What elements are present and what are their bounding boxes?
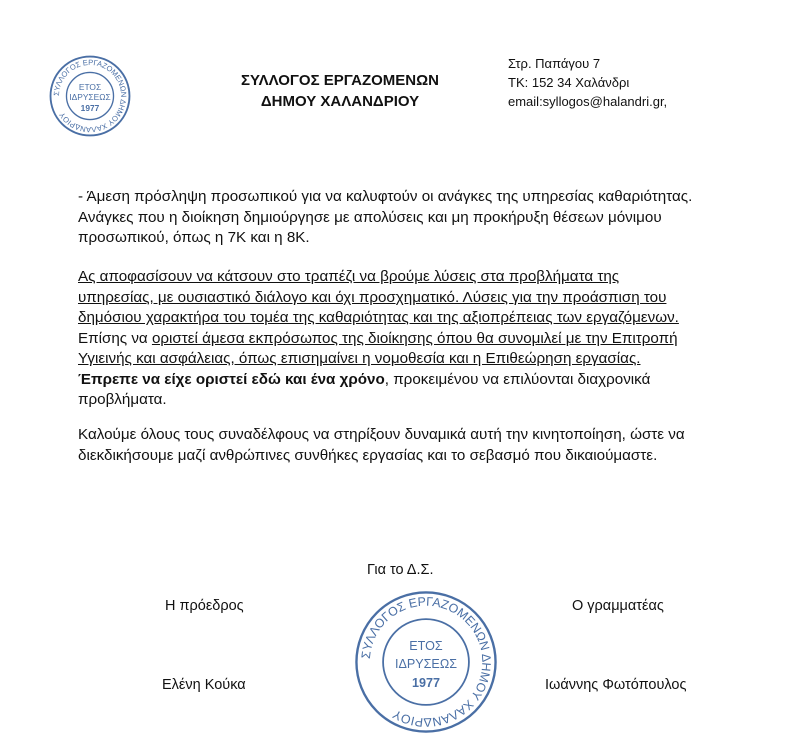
- paragraph-call-to-action: [78, 425, 748, 466]
- text-line-underlined: δημόσιου χαρακτήρα του τομέα της καθαριότητας και της αξιοπρέπειας των εργαζόμενων.: [78, 309, 679, 326]
- text-line-underlined: Ας αποφασίσουν να κάτσουν στο τραπέζι να βρούμε λύσεις στα προβλήματα της: [78, 268, 620, 285]
- svg-text:ΣΥΛΛΟΓΟΣ ΕΡΓΑΖΟΜΕΝΩΝ ΔΗΜΟΥ ΧΑΛ: ΣΥΛΛΟΓΟΣ ΕΡΓΑΖΟΜΕΝΩΝ ΔΗΜΟΥ ΧΑΛΑΝΔΡΙΟΥ: [358, 594, 494, 730]
- org-title-line1: ΣΥΛΛΟΓΟΣ ΕΡΓΑΖΟΜΕΝΩΝ: [240, 72, 440, 89]
- secretary-title: Ο γραμματέας: [572, 598, 664, 614]
- text-line: διεκδικήσουμε μαζί ανθρώπινες συνθήκες εργασίας και το σεβασμό που δικαιούμαστε.: [78, 446, 658, 464]
- for-board-label: Για το Δ.Σ.: [367, 562, 434, 578]
- text-plain: Επίσης να: [78, 329, 152, 347]
- text-line: - Άμεση πρόσληψη προσωπικού για να καλυφτούν οι ανάγκες της υπηρεσίας καθαριότητας.: [78, 188, 693, 205]
- text-plain: , προκειμένου να επιλύονται διαχρονικά: [384, 370, 651, 388]
- svg-text:ΙΔΡΥΣΕΩΣ: ΙΔΡΥΣΕΩΣ: [69, 92, 111, 103]
- president-name: Ελένη Κούκα: [162, 677, 246, 693]
- text-bold: Έπρεπε να είχε οριστεί εδώ και ένα χρόνο: [78, 370, 385, 388]
- org-title-line2: ΔΗΜΟΥ ΧΑΛΑΝΔΡΙΟΥ: [260, 93, 420, 110]
- svg-text:ΣΥΛΛΟΓΟΣ ΕΡΓΑΖΟΜΕΝΩΝ ΔΗΜΟΥ ΧΑΛ: ΣΥΛΛΟΓΟΣ ΕΡΓΑΖΟΜΕΝΩΝ ΔΗΜΟΥ ΧΑΛΑΝΔΡΙΟΥ: [51, 57, 129, 135]
- secretary-name: Ιωάννης Φωτόπουλος: [545, 677, 687, 693]
- text-line-underlined: Υγιεινής και ασφάλειας, όπως επισημαίνει η νομοθεσία και η Επιθεώρηση εργασίας.: [78, 350, 641, 367]
- address-block: [508, 54, 667, 111]
- svg-text:1977: 1977: [80, 103, 100, 114]
- text-line: προσωπικού, όπως η 7Κ και η 8Κ.: [78, 229, 310, 246]
- header-stamp-logo: [48, 54, 132, 138]
- text-line-mixed: [78, 329, 748, 350]
- text-line: Ανάγκες που η διοίκηση δημιούργησε με απολύσεις και μη προκήρυξη θέσεων μόνιμου: [78, 208, 662, 226]
- official-seal-stamp: [352, 588, 500, 736]
- paragraph-dialogue: [78, 267, 748, 411]
- text-underlined: οριστεί άμεσα εκπρόσωπος της διοίκησης όπου θα συνομιλεί με την Επιτροπή: [151, 329, 678, 347]
- address-postal: ΤΚ: 152 34 Χαλάνδρι: [508, 75, 630, 90]
- svg-text:ΕΤΟΣ: ΕΤΟΣ: [409, 639, 443, 654]
- address-street: Στρ. Παπάγου 7: [508, 56, 601, 71]
- address-email: email:syllogos@halandri.gr,: [508, 94, 668, 109]
- svg-text:ΕΤΟΣ: ΕΤΟΣ: [78, 82, 102, 93]
- text-line: Καλούμε όλους τους συναδέλφους να στηρίξουν δυναμικά αυτή την κινητοποίηση, ώστε να: [78, 426, 685, 443]
- svg-text:ΙΔΡΥΣΕΩΣ: ΙΔΡΥΣΕΩΣ: [394, 656, 458, 671]
- text-line-mixed: [78, 370, 748, 391]
- organization-title: [200, 70, 480, 112]
- text-line: προβλήματα.: [78, 391, 167, 408]
- text-line-underlined: υπηρεσίας, με ουσιαστικό διάλογο και όχι προσχηματικό. Λύσεις για την προάσπιση του: [78, 288, 667, 306]
- svg-text:1977: 1977: [412, 676, 440, 691]
- president-title: Η πρόεδρος: [165, 598, 244, 614]
- paragraph-staffing: [78, 187, 748, 249]
